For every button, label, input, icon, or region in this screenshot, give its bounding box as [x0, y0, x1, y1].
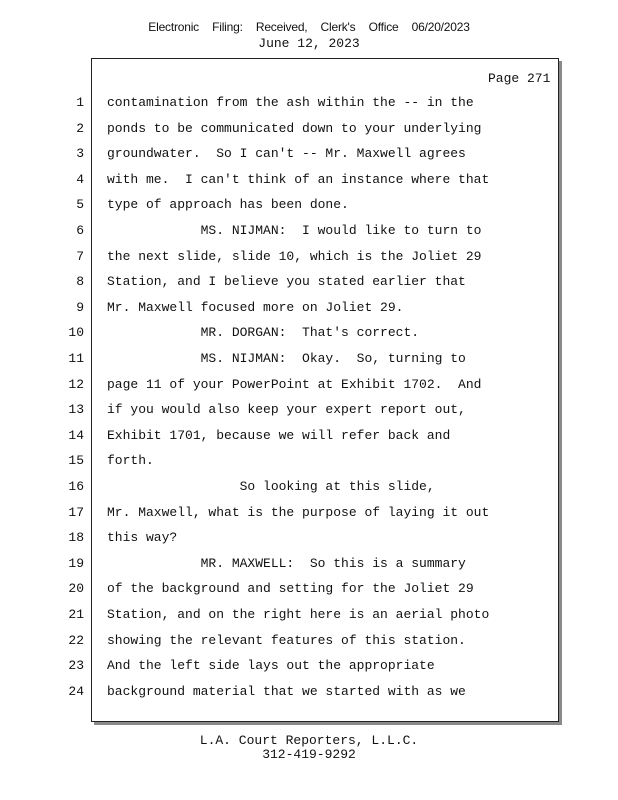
line-text: MR. MAXWELL: So this is a summary — [107, 555, 466, 571]
line-text: MR. DORGAN: That's correct. — [107, 325, 420, 341]
line-text: ponds to be communicated down to your underlying — [107, 120, 482, 136]
line-number: 24 — [68, 683, 84, 699]
line-text: Station, and on the right here is an aerial photo — [107, 607, 490, 622]
line-text: contamination from the ash within the -- in the — [107, 95, 474, 110]
line-number: 16 — [68, 479, 84, 494]
line-number: 10 — [68, 325, 84, 341]
line-number: 9 — [76, 299, 84, 315]
line-number: 3 — [76, 146, 84, 162]
line-number: 7 — [76, 248, 84, 264]
line-number: 11 — [68, 351, 84, 366]
line-text: type of approach has been done. — [107, 197, 349, 213]
line-text: Mr. Maxwell focused more on Joliet 29. — [107, 299, 404, 315]
line-text: showing the relevant features of this station. — [107, 632, 466, 648]
line-number: 8 — [76, 274, 84, 290]
line-text: MS. NIJMAN: I would like to turn to — [107, 223, 482, 238]
line-text: And the left side lays out the appropriate — [107, 658, 435, 674]
line-text: groundwater. So I can't -- Mr. Maxwell agrees — [107, 146, 466, 162]
line-number: 15 — [68, 453, 84, 469]
line-number: 4 — [76, 171, 84, 187]
transcript-date: June 12, 2023 — [258, 36, 360, 51]
line-number: 13 — [68, 402, 84, 418]
reporter-company: L.A. Court Reporters, L.L.C. — [199, 733, 419, 748]
line-number: 18 — [68, 530, 84, 546]
line-number: 23 — [68, 658, 84, 674]
line-number: 20 — [68, 581, 84, 597]
line-number: 6 — [76, 223, 84, 238]
line-text: forth. — [107, 453, 154, 469]
line-number: 1 — [76, 95, 84, 110]
line-text: the next slide, slide 10, which is the Joliet 29 — [107, 248, 482, 264]
line-text: page 11 of your PowerPoint at Exhibit 1702. And — [107, 376, 482, 392]
line-text: if you would also keep your expert report out, — [107, 402, 466, 418]
line-number: 22 — [68, 632, 84, 648]
line-text: of the background and setting for the Joliet 29 — [107, 581, 474, 597]
line-number: 14 — [68, 427, 84, 443]
line-text: background material that we started with as we — [107, 683, 466, 699]
line-text: MS. NIJMAN: Okay. So, turning to — [107, 351, 466, 366]
line-number: 19 — [68, 555, 84, 571]
reporter-phone: 312-419-9292 — [262, 747, 356, 762]
line-number: 21 — [68, 607, 84, 622]
line-number: 12 — [68, 376, 84, 392]
line-number: 5 — [76, 197, 84, 213]
line-text: Mr. Maxwell, what is the purpose of laying it out — [107, 504, 490, 520]
line-text: this way? — [107, 530, 178, 546]
line-number: 17 — [68, 504, 84, 520]
line-number: 2 — [76, 120, 84, 136]
filing-stamp: Electronic Filing: Received, Clerk's Office 06/20/2023 — [148, 20, 470, 34]
line-text: Exhibit 1701, because we will refer back and — [107, 427, 451, 443]
page-number: Page 271 — [488, 71, 551, 86]
line-text: with me. I can't think of an instance where that — [107, 171, 490, 187]
line-text: So looking at this slide, — [107, 479, 435, 494]
line-text: Station, and I believe you stated earlier that — [107, 274, 466, 290]
